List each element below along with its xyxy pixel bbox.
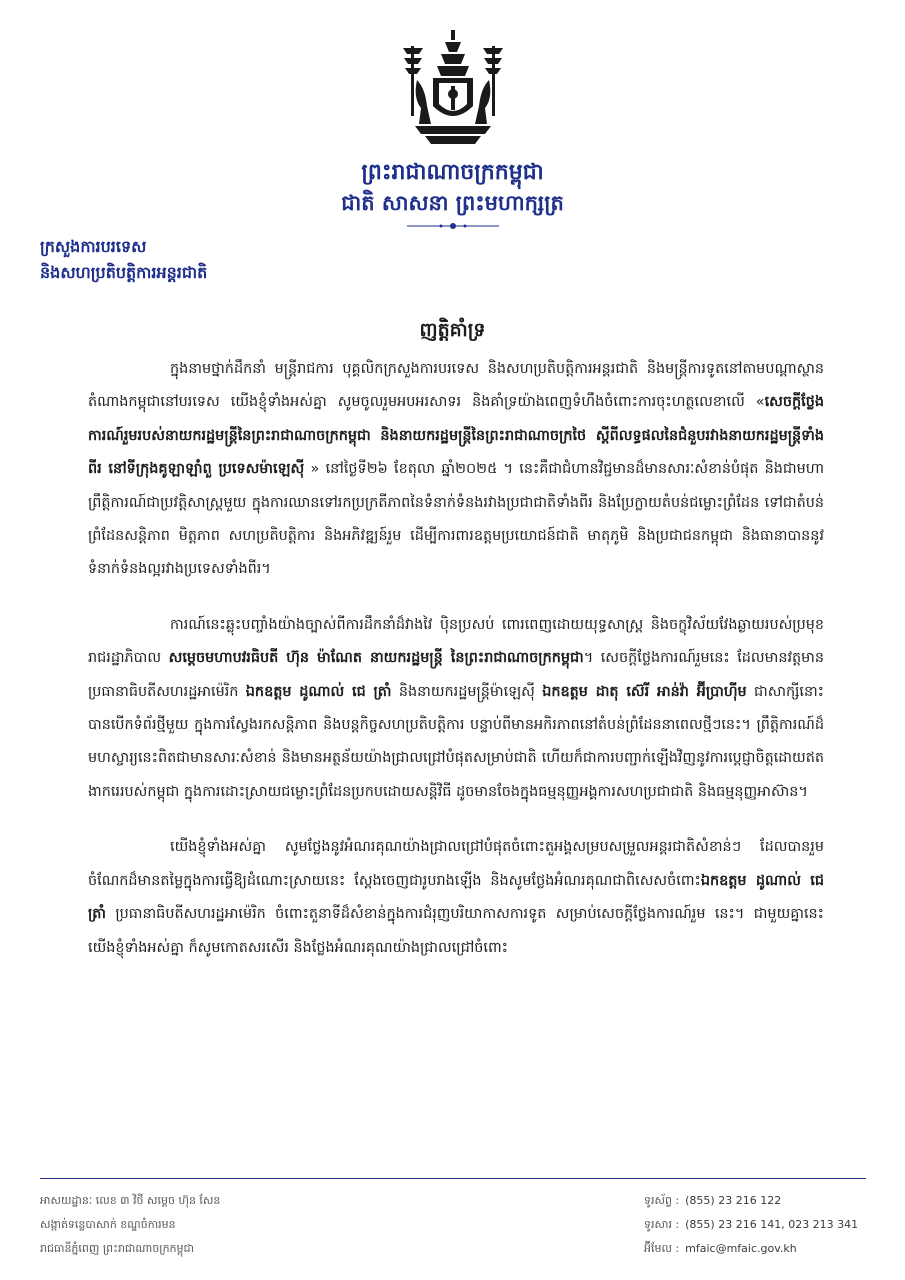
kingdom-name: ព្រះរាជាណាចក្រកម្ពុជា [361, 160, 544, 185]
paragraph-2-bold-prime-minister: សម្ដេចមហាបវរធិបតី ហ៊ុន ម៉ាណែត នាយករដ្ឋមន្ត្រី នៃព្រះរាជាណាចក្រកម្ពុជា [168, 650, 584, 667]
paragraph-2 [88, 609, 824, 809]
fax-label: ទូរសារ : [644, 1218, 680, 1231]
paragraph-1-bold-statement: សេចក្ដីថ្លែងការណ៍រួមរបស់នាយករដ្ឋមន្ត្រីនៃព្រះរាជាណាចក្រកម្ពុជា និងនាយករដ្ឋមន្ត្រីនៃព្រះរាជាណាចក្រថៃ ស្ដីពីលទ្ធផលនៃជំនួបរវាងនាយករដ្ឋមន្ត្រីទាំងពីរ នៅទីក្រុងគូឡាឡាំពួ ប្រទេសម៉ាឡេស៊ី [88, 394, 824, 478]
address-line-3: រាជធានីភ្នំពេញ ព្រះរាជាណាចក្រកម្ពុជា [40, 1242, 194, 1255]
paragraph-3 [88, 831, 824, 965]
royal-emblem-icon [395, 28, 511, 152]
document-title: ញត្តិគាំទ្រ [419, 319, 486, 341]
address-line-1: អាសយដ្ឋានៈ លេខ ៣ វិថី សម្ដេច ហ៊ុន សែន [40, 1194, 221, 1207]
paragraph-1-text-a: ក្នុងនាមថ្នាក់ដឹកនាំ មន្ត្រីរាជការ បុគ្គលិកក្រសួងការបរទេស និងសហប្រតិបត្តិការអន្តរជាតិ និងមន្ត្រីការទូតនៅតាមបណ្ដាស្ថានតំណាងកម្ពុជានៅបរទេស យើងខ្ញុំទាំងអស់គ្នា សូមចូលរួមអបអរសាទរ និងគាំទ្រយ៉ាងពេញទំហឹងចំពោះការចុះហត្ថលេខាលើ « [88, 361, 824, 411]
fax-row [644, 1213, 858, 1237]
footer-address [40, 1189, 220, 1261]
paragraph-3-bold-us-president: ឯកឧត្តម ដូណាល់ ជេ ត្រាំ [88, 872, 824, 923]
phone-row [644, 1189, 858, 1213]
paragraph-1-text-c: » នៅថ្ងៃទី២៦ ខែតុលា ឆ្នាំ២០២៥ ។ នេះគឺជាជំហានវិជ្ជមានដ៏មានសារៈសំខាន់បំផុត និងជាមហាព្រឹត្តិការណ៍ជាប្រវត្តិសាស្ត្រមួយ ក្នុងការឈានទៅរកប្រក្រតីភាពនៃទំនាក់ទំនងរវាងប្រជាជាតិទាំងពីរ និងប្រែក្លាយតំបន់ជម្លោះព្រំដែន ទៅជាតំបន់ព្រំដែនសន្តិភាព មិត្តភាព សហប្រតិបត្តិការ និងអភិវឌ្ឍន៍រួម ដើម្បីការពារឧត្តមប្រយោជន៍ជាតិ មាតុភូមិ និងប្រជាជនកម្ពុជា និងធានាបាននូវទំនាក់ទំនងល្អរវាងប្រទេសទាំងពីរ។ [88, 461, 824, 578]
paragraph-2-bold-malaysia-pm: ឯកឧត្តម ដាតុ ស៊េរី អាន់វ៉ា អ៊ីប្រាហ៊ីម [542, 683, 747, 700]
ministry-name-line2: និងសហប្រតិបត្តិការអន្តរជាតិ [40, 263, 208, 282]
paragraph-2-text-g: ជាសាក្សីនោះ បានបើកទំព័រថ្មីមួយ ក្នុងការស្វែងរកសន្តិភាព និងបន្តកិច្ចសហប្រតិបត្តិការ បន្ទាប់ពីមានអកិរភាពនៅតំបន់ព្រំដែននាពេលថ្មីៗនេះ។ ព្រឹត្តិការណ៍ដ៏មហស្ចារ្យនេះពិតជាមានសារៈសំខាន់ និងមានអត្ថន័យយ៉ាងជ្រាលជ្រៅបំផុតសម្រាប់ជាតិ ហើយក៏ជាការបញ្ជាក់ឡើងវិញនូវការប្ដេជ្ញាចិត្តដោយឥតងាករេរបស់កម្ពុជា ក្នុងការដោះស្រាយជម្លោះព្រំដែនប្រកបដោយសន្តិវិធី ដូចមានចែងក្នុងធម្មនុញ្ញអង្គការសហប្រជាជាតិ និងធម្មនុញ្ញអាស៊ាន។ [88, 683, 825, 800]
paragraph-3-text-c: ប្រធានាធិបតីសហរដ្ឋអាម៉េរិក ចំពោះតួនាទីដ៏សំខាន់ក្នុងការជំរុញបរិយាកាសការទូត សម្រាប់សេចក្ដីថ្លែងការណ៍រួម នេះ។ ជាមួយគ្នានេះ យើងខ្ញុំទាំងអស់គ្នា ក៏សូមកោតសរសើរ និងថ្លែងអំណរគុណយ៉ាងជ្រាលជ្រៅចំពោះ [88, 906, 824, 956]
paragraph-2-text-a: ការណ៍នេះឆ្លុះបញ្ចាំងយ៉ាងច្បាស់ពីការដឹកនាំដ៏វាងវៃ ប៉ិនប្រសប់ ពោរពេញដោយយុទ្ធសាស្ត្រ និងចក្ខុវិស័យវែងឆ្ងាយរបស់ប្រមុខរាជរដ្ឋាភិបាល [88, 616, 824, 667]
phone-value: (855) 23 216 122 [685, 1194, 782, 1207]
national-motto: ជាតិ សាសនា ព្រះមហាក្សត្រ [341, 191, 564, 215]
email-row [644, 1237, 858, 1261]
paragraph-1 [88, 353, 824, 587]
paragraph-3-text-a: យើងខ្ញុំទាំងអស់គ្នា សូមថ្លែងនូវអំណរគុណយ៉ាងជ្រាលជ្រៅបំផុតចំពោះតួអង្គសម្របសម្រួលអន្តរជាតិសំខាន់ៗ ដែលបានរួមចំណែកដ៏មានតម្លៃក្នុងការធ្វើឱ្យដំណោះស្រាយនេះ ស្ដែងចេញជារូបរាងឡើង និងសូមថ្លែងអំណរគុណជាពិសេសចំពោះ [88, 839, 824, 889]
paragraph-2-text-c: ។ សេចក្ដីថ្លែងការណ៍រួមនេះ ដែលមានវត្តមានប្រធានាធិបតីសហរដ្ឋអាម៉េរិក [88, 650, 824, 700]
address-line-2: សង្កាត់ទន្លេបាសាក់ ខណ្ឌចំការមន [40, 1218, 176, 1231]
footer-divider [40, 1178, 866, 1179]
fax-value: (855) 23 216 141, 023 213 341 [685, 1218, 859, 1231]
ministry-name-line1: ក្រសួងការបរទេស [40, 237, 147, 256]
footer-contact [644, 1189, 858, 1261]
email-value[interactable]: mfaic@mfaic.gov.kh [685, 1242, 797, 1255]
paragraph-2-text-e: និងនាយករដ្ឋមន្ត្រីម៉ាឡេស៊ី [391, 683, 543, 700]
ornament-divider-icon [405, 221, 501, 231]
phone-label: ទូរស័ព្ទ : [644, 1194, 680, 1207]
paragraph-2-bold-us-president: ឯកឧត្តម ដូណាល់ ជេ ត្រាំ [245, 683, 392, 700]
document-body [88, 353, 824, 987]
email-label: អ៊ីមែល : [644, 1242, 680, 1255]
